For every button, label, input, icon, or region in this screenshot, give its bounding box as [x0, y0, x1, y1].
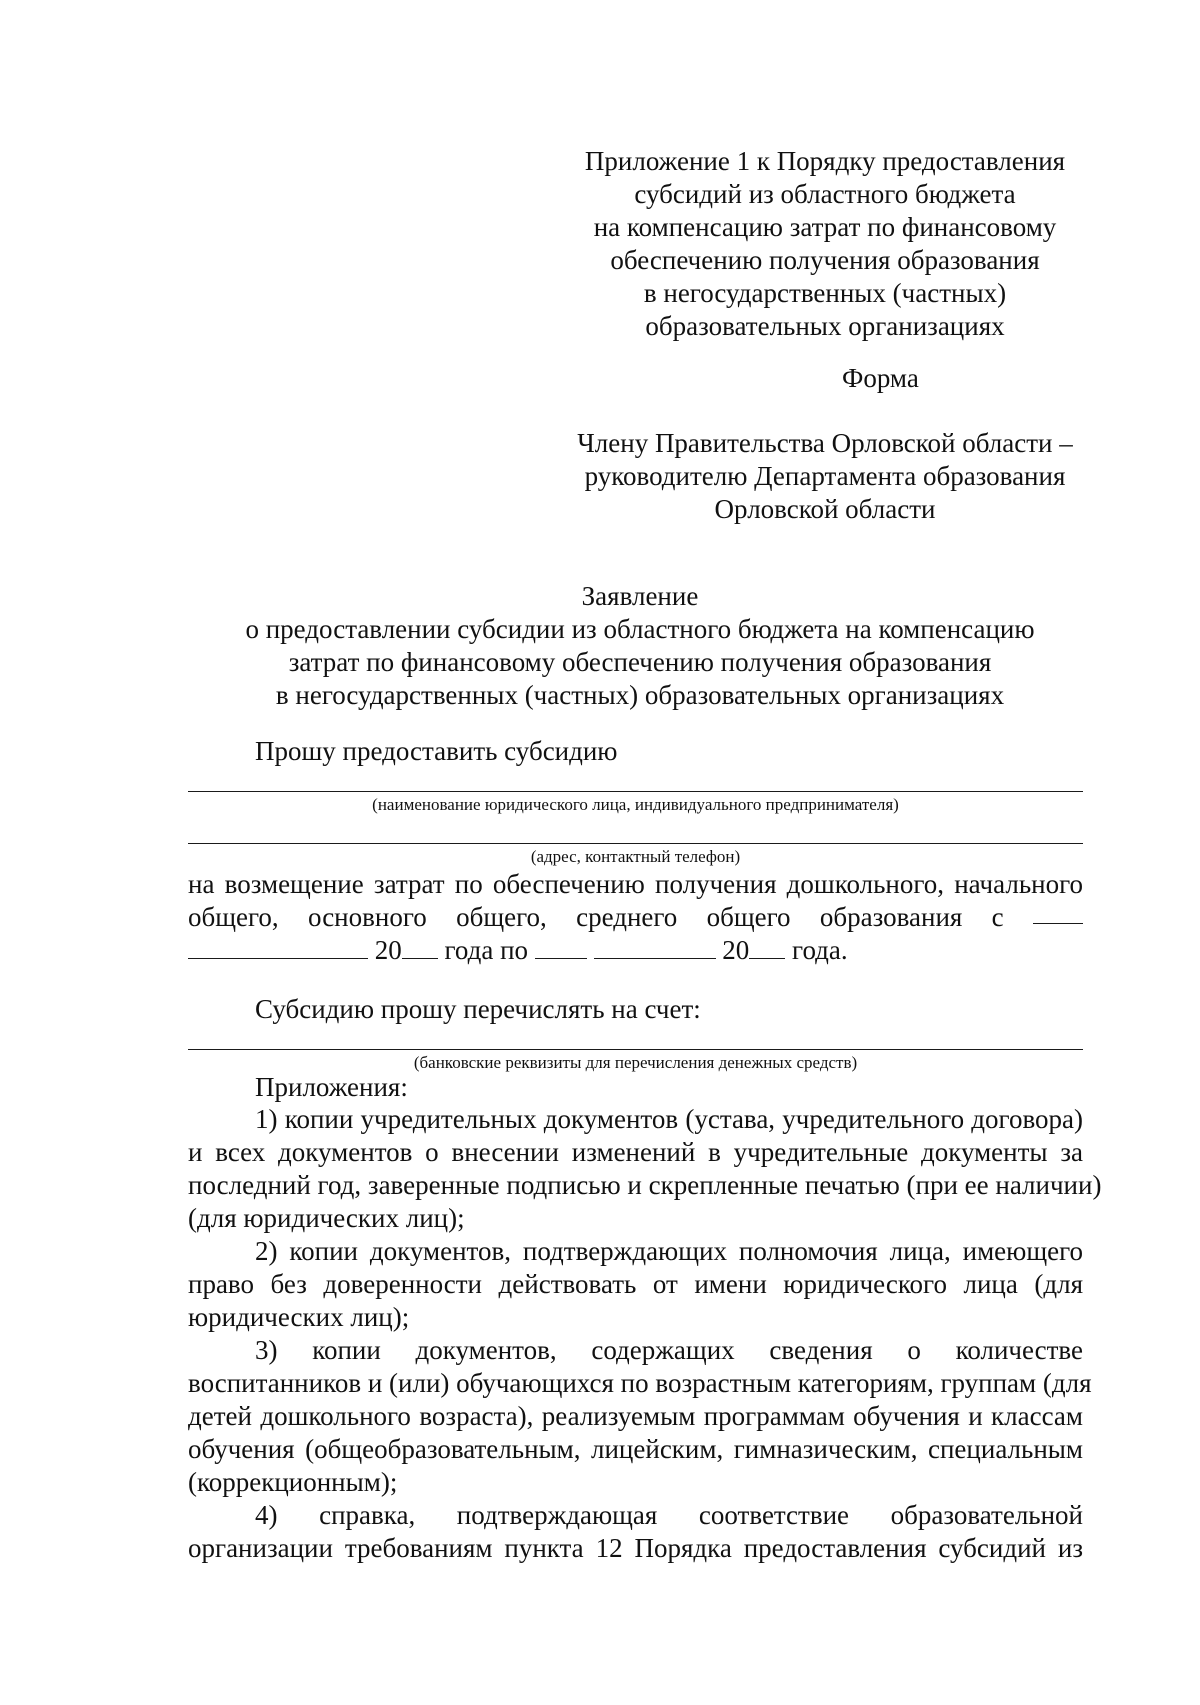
attachment-item-2: [188, 1235, 1083, 1334]
document-title: [180, 580, 1100, 712]
end-day-blank[interactable]: [535, 936, 587, 959]
attachment-line: 1) копии учредительных документов (устава, учредительного договора): [255, 1104, 1083, 1134]
end-year-blank[interactable]: [749, 936, 785, 959]
attachment-line: (для юридических лиц);: [188, 1203, 465, 1233]
title-heading: Заявление: [581, 581, 699, 611]
addressee-line: Орловской области: [714, 494, 936, 524]
attachment-line: обучения (общеобразовательным, лицейским, гимназическим, специальным: [188, 1434, 1083, 1464]
addressee-block: [560, 427, 1090, 526]
addressee-line: руководителю Департамента образования: [584, 461, 1066, 491]
entity-name-line[interactable]: [188, 791, 1083, 792]
start-month-blank[interactable]: [188, 936, 368, 959]
request-word: общего,: [456, 902, 547, 932]
attachment-item-1: [188, 1103, 1102, 1235]
request-word: среднего: [576, 902, 678, 932]
bank-details-line[interactable]: [188, 1049, 1083, 1050]
attachment-line: юридических лиц);: [188, 1302, 410, 1332]
request-word: общего,: [188, 902, 279, 932]
end-month-blank[interactable]: [594, 936, 716, 959]
attachment-line: последний год, заверенные подписью и скрепленные печатью (при ее наличии): [188, 1170, 1102, 1200]
annex-header: [560, 145, 1090, 343]
start-day-blank[interactable]: [1033, 901, 1083, 924]
start-year-blank[interactable]: [402, 936, 438, 959]
attachment-line: (коррекционным);: [188, 1467, 398, 1497]
account-intro: Субсидию прошу перечислять на счет:: [255, 994, 701, 1024]
period-end-text: года.: [792, 935, 848, 965]
address-caption: (адрес, контактный телефон): [530, 847, 741, 866]
attachment-line: детей дошкольного возраста), реализуемым программам обучения и классам: [188, 1401, 1083, 1431]
attachment-line: 3) копии документов, содержащих сведения о количестве: [255, 1335, 1083, 1365]
start-year-prefix: 20: [374, 935, 402, 965]
annex-line: субсидий из областного бюджета: [634, 179, 1016, 209]
bank-details-caption: (банковские реквизиты для перечисления денежных средств): [413, 1053, 858, 1072]
request-word: общего: [706, 902, 791, 932]
form-label: Форма: [842, 363, 919, 393]
end-year-prefix: 20: [722, 935, 750, 965]
attachment-item-3: [188, 1334, 1092, 1499]
request-intro: Прошу предоставить субсидию: [255, 736, 618, 766]
title-line: затрат по финансовому обеспечению получения образования: [288, 647, 992, 677]
request-line-1: на возмещение затрат по обеспечению получения дошкольного, начального: [188, 869, 1083, 899]
title-line: о предоставлении субсидии из областного бюджета на компенсацию: [245, 614, 1035, 644]
attachments-heading: Приложения:: [255, 1072, 408, 1102]
attachment-line: право без доверенности действовать от имени юридического лица (для: [188, 1269, 1083, 1299]
attachment-line: 4) справка, подтверждающая соответствие образовательной: [255, 1500, 1083, 1530]
request-line-3: [188, 934, 1083, 967]
annex-line: на компенсацию затрат по финансовому: [593, 212, 1057, 242]
attachment-line: воспитанников и (или) обучающихся по возрастным категориям, группам (для: [188, 1368, 1092, 1398]
annex-line: обеспечению получения образования: [610, 245, 1040, 275]
request-line-2: [188, 901, 1083, 934]
attachment-line: организации требованиям пункта 12 Порядка предоставления субсидий из: [188, 1533, 1083, 1563]
attachment-line: 2) копии документов, подтверждающих полномочия лица, имеющего: [255, 1236, 1083, 1266]
annex-line: Приложение 1 к Порядку предоставления: [584, 146, 1066, 176]
address-line[interactable]: [188, 843, 1083, 844]
period-to-text: года по: [444, 935, 529, 965]
attachment-item-4: [188, 1499, 1083, 1565]
request-word: с: [991, 902, 1004, 932]
title-line: в негосударственных (частных) образовательных организациях: [275, 680, 1005, 710]
annex-line: образовательных организациях: [645, 311, 1005, 341]
addressee-line: Члену Правительства Орловской области –: [577, 428, 1073, 458]
request-word: основного: [308, 902, 427, 932]
request-word: образования: [819, 902, 963, 932]
attachment-line: и всех документов о внесении изменений в учредительные документы за: [188, 1137, 1083, 1167]
annex-line: в негосударственных (частных): [643, 278, 1007, 308]
entity-name-caption: (наименование юридического лица, индивидуального предпринимателя): [372, 795, 899, 814]
